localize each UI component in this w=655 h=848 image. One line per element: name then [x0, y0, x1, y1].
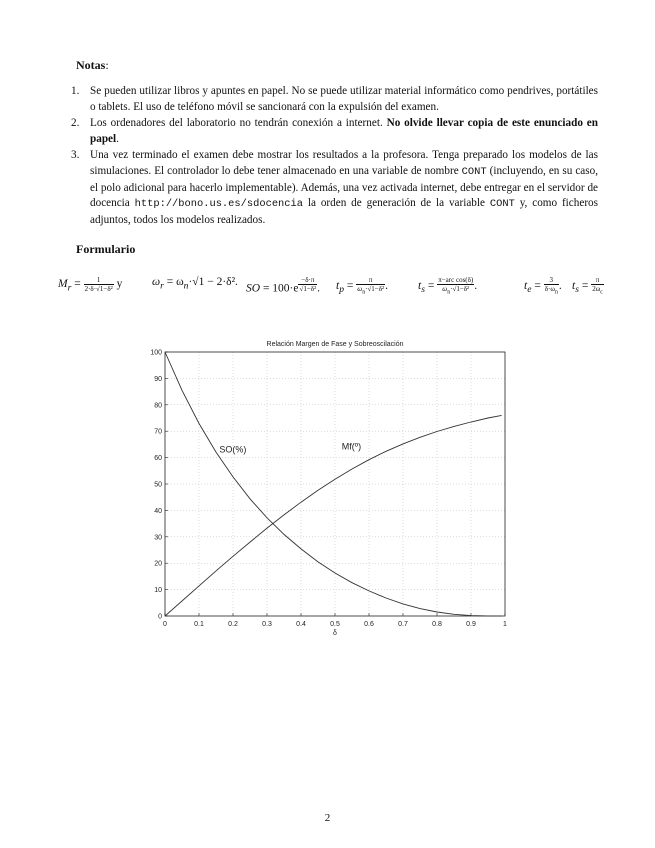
formulario-title: Formulario [76, 242, 136, 256]
x-tick-label: 0.7 [398, 621, 408, 628]
formula-te: $t_e$ = $\frac{3}{\delta\cdot\omega_n}$ . [524, 276, 562, 296]
x-tick-label: 0.2 [228, 621, 238, 628]
y-tick-label: 10 [154, 587, 162, 595]
mf-line [165, 415, 502, 616]
series-annotation: Mf(º) [341, 441, 362, 452]
y-tick-label: 0 [158, 613, 162, 621]
chart-container [140, 336, 520, 636]
formula-so: SO = 100·e $^{\frac{-\delta\cdot\pi}{\text{√1−δ²}}}$ . [246, 276, 321, 295]
y-tick-label: 20 [154, 560, 162, 568]
page-number: 2 [324, 812, 331, 824]
y-tick-label: 100 [150, 349, 162, 357]
x-tick-label: 0.8 [432, 621, 442, 628]
y-tick-label: 50 [154, 481, 162, 489]
chart-title: Relación Margen de Fase y Sobreoscilación [266, 341, 404, 348]
note-item: 1. Se pueden utilizar libros y apuntes en papel. No se puede utilizar material informático como pendrives, portátiles o tablets. El uso de teléfono móvil se sancionará con la expulsión del examen. [71, 85, 598, 113]
y-tick-label: 90 [154, 375, 162, 383]
code-text: CONT [461, 165, 487, 178]
y-tick-label: 30 [154, 534, 162, 542]
note-item: 2. Los ordenadores del laboratorio no tendrán conexión a internet. No olvide llevar copia de este enunciado en papel. [71, 117, 598, 145]
y-tick-label: 70 [154, 428, 162, 436]
y-tick-label: 60 [154, 455, 162, 463]
formula-mr: $M_r$ = $\frac{1}{\text{2·δ·√1−δ²}}$ y [58, 276, 123, 294]
formula-ts2: $t_s$ = $\frac{\pi}{2\omega_c}$ [572, 276, 603, 296]
formula-wr: $\omega_r = \omega_n\cdot√1 - 2\cdot\delta^2$. [152, 276, 238, 292]
series-annotation: SO(%) [219, 444, 247, 455]
formula-line [58, 268, 618, 304]
code-text: CONT [489, 198, 515, 211]
x-tick-label: 0.4 [296, 621, 306, 628]
y-tick-label: 80 [154, 402, 162, 410]
x-tick-label: 0 [163, 621, 167, 628]
x-tick-label: 0.6 [364, 621, 374, 628]
notes-list [71, 84, 598, 229]
x-tick-label: 0.9 [466, 621, 476, 628]
notes-title: Notas: [76, 58, 109, 72]
server-link[interactable]: http://bono.us.es/sdocencia [134, 198, 303, 211]
x-tick-label: 0.5 [330, 621, 340, 628]
y-tick-label: 40 [154, 507, 162, 515]
x-tick-label: 1 [503, 621, 507, 628]
x-axis-label: δ [333, 630, 337, 636]
x-tick-label: 0.1 [194, 621, 204, 628]
note-item: 3. Una vez terminado el examen debe mostrar los resultados a la profesora. Tenga preparado los modelos de las simulaciones. El controlador lo debe tener almacenado en una variable de nombre CONT (incluyendo, en su caso, el polo adicional para hacerlo implementable). Además, una vez activada internet, debe entregar en el servidor de docencia http://bono.us.es/sdocencia la orden de generación de la variable CONT y, como ficheros adjuntos, todos los modelos realizados. [71, 149, 598, 226]
formula-tp: $t_p$ = $\frac{\pi}{\omega_n\cdot√1-\delta^2}$ . [336, 276, 389, 296]
formula-ts: $t_s$ = $\frac{\text{π−arc cos(δ)}}{\omega_n\cdot√1-\delta^2}$ . [418, 276, 478, 296]
x-tick-label: 0.3 [262, 621, 272, 628]
phase-margin-chart [140, 336, 520, 636]
